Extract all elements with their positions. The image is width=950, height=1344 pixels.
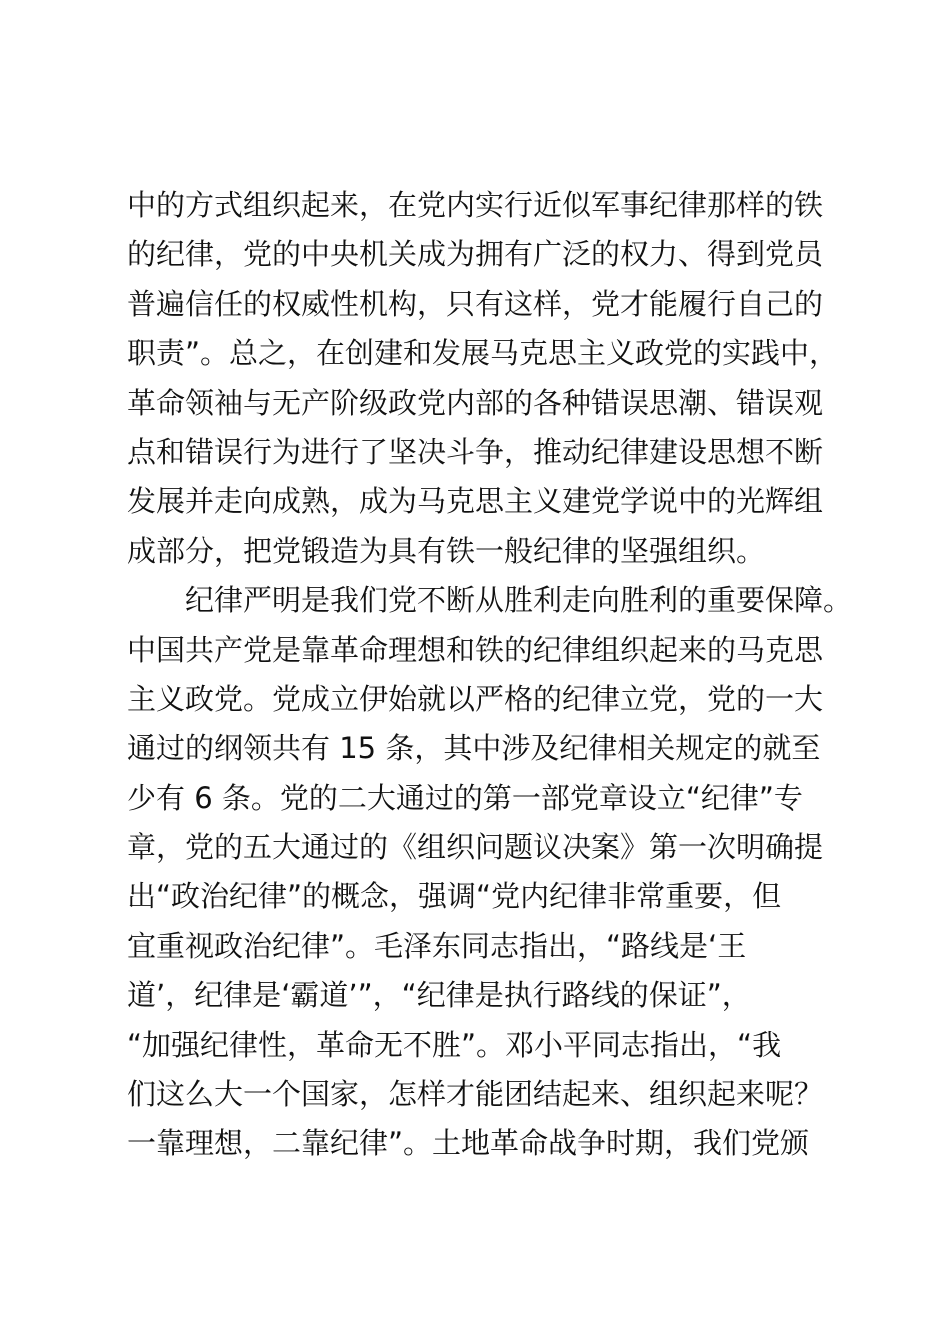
text-line: “加强纪律性，革命无不胜”。邓小平同志指出，“我 [127, 1027, 782, 1062]
text-line: 点和错误行为进行了坚决斗争，推动纪律建设思想不断 [127, 434, 824, 469]
text-line: 中的方式组织起来，在党内实行近似军事纪律那样的铁 [127, 188, 824, 222]
text-line: 道’，纪律是‘霸道’”，“纪律是执行路线的保证”， [127, 978, 751, 1013]
text-line: 少有 6 条。党的二大通过的第一部党章设立“纪律”专 [127, 780, 803, 815]
text-line: 中国共产党是靠革命理想和铁的纪律组织起来的马克思 [127, 632, 824, 667]
text-line: 发展并走向成熟，成为马克思主义建党学说中的光辉组 [127, 484, 824, 519]
text-line: 革命领袖与无产阶级政党内部的各种错误思潮、错误观 [127, 385, 824, 420]
text-line: 成部分，把党锻造为具有铁一般纪律的坚强组织。 [127, 533, 766, 568]
text-line: 职责”。总之，在创建和发展马克思主义政党的实践中， [127, 336, 839, 371]
text-line: 宜重视政治纪律”。毛泽东同志指出，“路线是‘王 [127, 928, 747, 963]
text-line: 出“政治纪律”的概念，强调“党内纪律非常重要，但 [127, 879, 782, 914]
text-line: 主义政党。党成立伊始就以严格的纪律立党，党的一大 [127, 681, 824, 716]
body-text [127, 181, 853, 1169]
text-line: 的纪律，党的中央机关成为拥有广泛的权力、得到党员 [127, 237, 824, 272]
text-line: 普遍信任的权威性机构，只有这样，党才能履行自己的 [127, 286, 824, 321]
paragraph-first-line: 纪律严明是我们党不断从胜利走向胜利的重要保障。 [185, 583, 853, 618]
text-line: 章，党的五大通过的《组织问题议决案》第一次明确提 [127, 830, 824, 865]
text-line: 们这么大一个国家，怎样才能团结起来、组织起来呢？ [127, 1077, 824, 1112]
text-line: 一靠理想，二靠纪律”。土地革命战争时期，我们党颁 [127, 1126, 810, 1161]
text-line: 通过的纲领共有 15 条，其中涉及纪律相关规定的就至 [127, 731, 821, 766]
